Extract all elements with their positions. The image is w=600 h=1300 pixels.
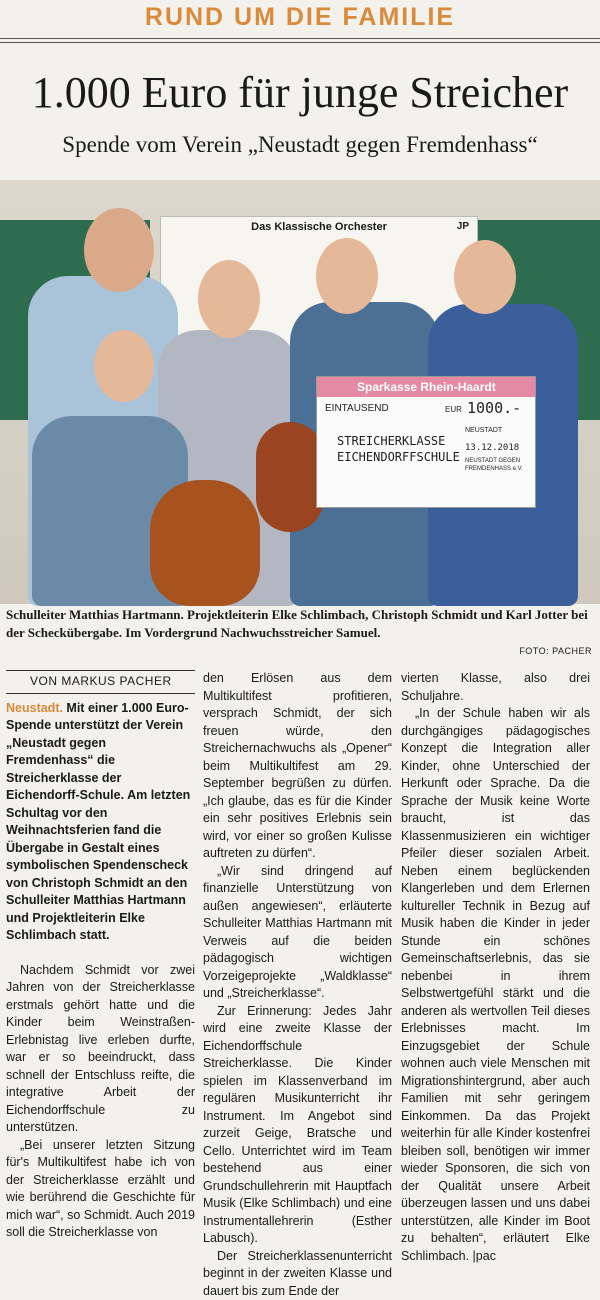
section-header: RUND UM DIE FAMILIE	[0, 0, 600, 34]
paragraph: vierten Klasse, also drei Schuljahre.	[401, 670, 590, 705]
person-second-donor-head	[454, 240, 516, 314]
article-photo	[0, 180, 600, 604]
paragraph: „Wir sind dringend auf finanzielle Unterstützung von außen angewiesen“, erläuterte Schulleiter Matthias Hartmann mit Verweis auf die beiden pädagogisch wichtigen Vorzeigeprojekte „Waldklasse“ und „Streicherklasse“.	[203, 863, 392, 1003]
paragraph: den Erlösen aus dem Multikultifest profitieren, versprach Schmidt, der sich freuen würde, den Streichernachwuchs als „Opener“ beim Multikultifest am 29. September begrüßen zu dürfen. „Ich glaube, das es für die Kinder ein sehr positives Erlebnis sein wird, vor einer so großen Kulisse auftreten zu dürfen“.	[203, 670, 392, 863]
article-column-2	[203, 670, 392, 1254]
lead-paragraph	[6, 700, 195, 945]
photo-credit: FOTO: PACHER	[519, 646, 592, 656]
check-date: 13.12.2018	[465, 443, 519, 453]
check-recipient	[337, 433, 460, 465]
check-place: NEUSTADT	[465, 427, 502, 434]
paragraph: „In der Schule haben wir als durchgängiges pädagogisches Konzept die Integration aller Kinder, ohne Unterschied der Herkunft oder Sprache. Da die Sprache der Musik keine Worte braucht, ist das Klassenmusizieren ein wichtiger Pfeiler dieser sozialen Arbeit. Neben einem beglückenden Klangerleben und dem Erlernen kultureller Technik in Bezug auf Musik haben die Kinder in jeder Stunde ein schönes Gemeinschaftserlebnis, das sie nebenbei in ihrem Selbstwertgefühl stärkt und die anderen als wertvollen Teil dieses Erlebnisses macht. Im Einzugsgebiet der Schule wohnen auch viele Menschen mit Migrationshintergrund, aber auch Familien mit sehr geringem Einkommen. Da das Projekt weiterhin für alle Kinder kostenfrei bleiben soll, benötigen wir immer wieder Sponsoren, die sich von der Qualität unsere Arbeit überzeugen lassen und uns dabei unterstützen, alle Kinder im Boot zu behalten“, erläutert Elke Schlimbach. |pac	[401, 705, 590, 1265]
poster-title: Das Klassische Orchester	[161, 221, 477, 233]
cello	[150, 480, 260, 606]
paragraph: Nachdem Schmidt vor zwei Jahren von der Streicherklasse erstmals gehört hatte und die Kinder beim Weinstraßen-Erlebnistag live erleben durfte, war er so beeindruckt, dass schnell der Entschluss reifte, die integrative Arbeit der Eichendorffschule zu unterstützen.	[6, 962, 195, 1137]
article-column-3	[401, 670, 590, 1254]
check-amount-words: EINTAUSEND	[325, 403, 389, 414]
check-amount: 1000.-	[467, 399, 521, 417]
person-donor-head	[316, 238, 378, 314]
check-bank-name: Sparkasse Rhein-Haardt	[317, 377, 535, 397]
top-rule-thin	[0, 42, 600, 43]
donation-check	[316, 376, 536, 508]
subheadline: Spende vom Verein „Neustadt gegen Fremdenhass“	[0, 130, 600, 160]
poster-mark: JP	[457, 221, 469, 232]
paragraph: „Bei unserer letzten Sitzung für's Multikultifest habe ich von der Streicherklasse erzählt und wie berührend die Geschichte für mich war“, so Schmidt. Auch 2019 soll die Streicherklasse von	[6, 1137, 195, 1242]
violin	[256, 422, 324, 532]
byline: VON MARKUS PACHER	[6, 670, 195, 694]
person-child-head	[94, 330, 154, 402]
dateline: Neustadt.	[6, 701, 63, 715]
lead-text: Mit einer 1.000 Euro-Spende unterstützt der Verein „Neustadt gegen Fremdenhass“ die Streicherklasse der Eichendorff-Schule. Am letzten Schultag vor den Weihnachtsferien fand die Übergabe in Gestalt eines symbolischen Spendenscheck von Christoph Schmidt an den Schulleiter Matthias Hartmann und Projektleiterin Elke Schlimbach statt.	[6, 701, 190, 943]
photo-caption: Schulleiter Matthias Hartmann. Projektleiterin Elke Schlimbach, Christoph Schmidt und Karl Jotter bei der Scheckübergabe. Im Vordergrund Nachwuchsstreicher Samuel.	[6, 606, 596, 642]
article-column-1	[6, 670, 195, 1254]
check-signer-line1: NEUSTADT GEGEN	[465, 457, 523, 465]
check-signer-line2: FREMDENHASS e.V.	[465, 465, 523, 473]
check-recipient-line2: EICHENDORFFSCHULE	[337, 449, 460, 465]
check-currency: EUR	[445, 405, 462, 414]
top-rule	[0, 38, 600, 39]
paragraph: Zur Erinnerung: Jedes Jahr wird eine zweite Klasse der Eichendorffschule Streicherklasse. Die Kinder spielen im Klassenverband im regulären Musikunterricht ihr Instrument. Im Angebot sind zurzeit Geige, Bratsche und Cello. Unterrichtet wird im Team bestehend aus einer Grundschullehrerin mit Hauptfach Musik (Elke Schlimbach) und eine Instrumentallehrerin (Esther Labusch).	[203, 1003, 392, 1248]
paragraph: Der Streicherklassenunterricht beginnt in der zweiten Klasse und dauert bis zum Ende der	[203, 1248, 392, 1300]
check-recipient-line1: STREICHERKLASSE	[337, 433, 460, 449]
person-project-lead-head	[198, 260, 260, 338]
person-headmaster-head	[84, 208, 154, 292]
check-signer	[465, 457, 523, 473]
headline: 1.000 Euro für junge Streicher	[0, 66, 600, 120]
